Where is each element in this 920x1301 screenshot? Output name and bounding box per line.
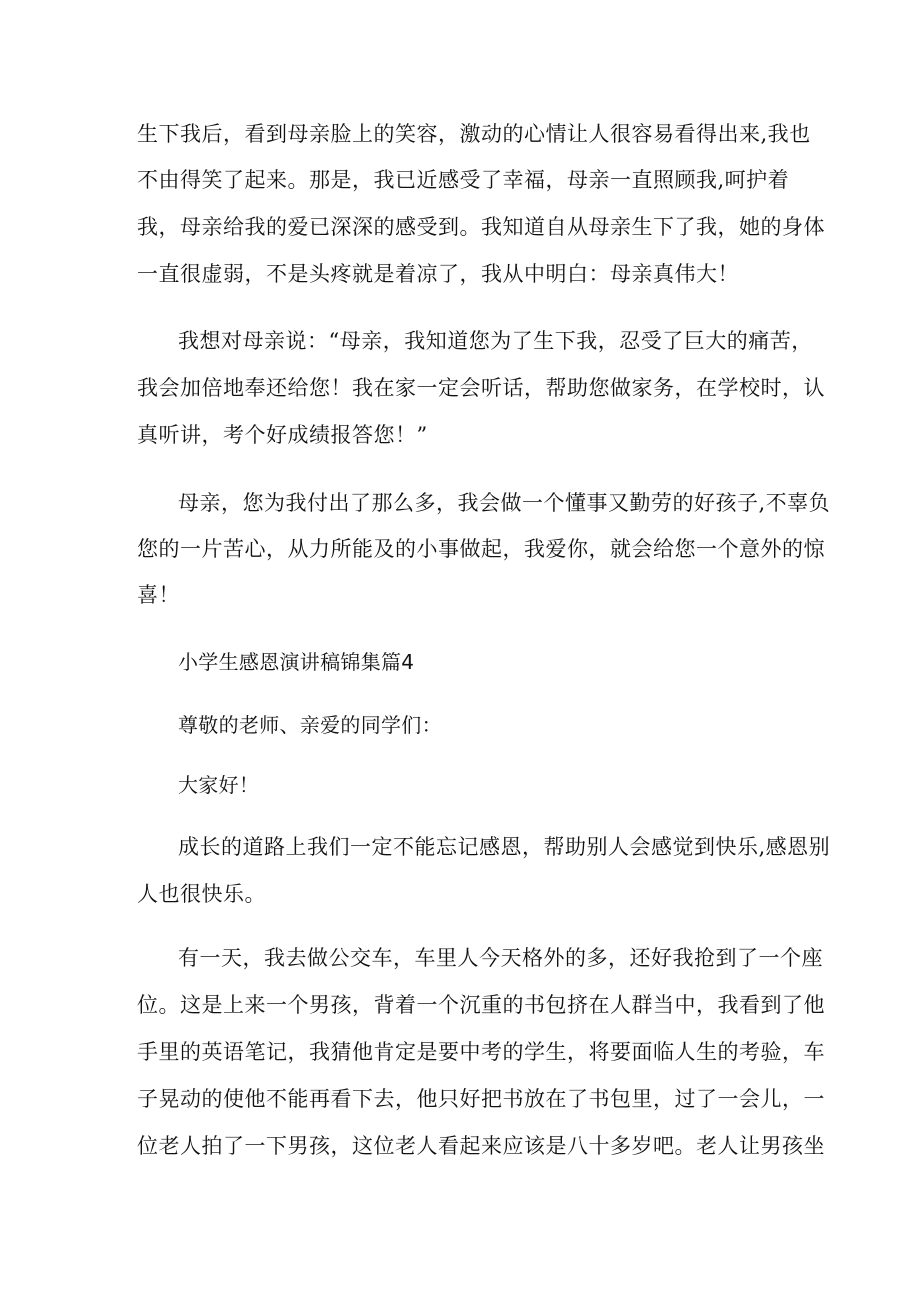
text-line: 母亲，您为我付出了那么多，我会做一个懂事又勤劳的好孩子,不辜负: [178, 491, 831, 515]
text-line: 我想对母亲说：“母亲，我知道您为了生下我，忍受了巨大的痛苦，: [178, 329, 813, 353]
text-line: 我，母亲给我的爱已深深的感受到。我知道自从母亲生下了我，她的身体: [137, 215, 825, 239]
salutation: 尊敬的老师、亲爱的同学们：: [178, 713, 442, 737]
text-line: 真听讲，考个好成绩报答您！”: [137, 423, 428, 447]
text-line: 人也很快乐。: [137, 882, 266, 906]
text-line: 手里的英语笔记，我猜他肯定是要中考的学生，将要面临人生的考验，车: [137, 1040, 825, 1064]
text-line: 生下我后，看到母亲脸上的笑容，激动的心情让人很容易看得出来,我也: [137, 122, 811, 146]
text-line: 不由得笑了起来。那是，我已近感受了幸福，母亲一直照顾我,呵护着: [137, 168, 790, 192]
text-line: 喜！: [137, 583, 180, 607]
text-line: 成长的道路上我们一定不能忘记感恩，帮助别人会感觉到快乐,感恩别: [178, 835, 831, 859]
text-line: 有一天，我去做公交车，车里人今天格外的多，还好我抢到了一个座: [178, 946, 823, 970]
text-line: 位老人拍了一下男孩，这位老人看起来应该是八十多岁吧。老人让男孩坐: [137, 1134, 825, 1158]
text-line: 子晃动的使他不能再看下去，他只好把书放在了书包里，过了一会儿，一: [137, 1087, 825, 1111]
section-heading: 小学生感恩演讲稿锦集篇4: [178, 650, 415, 674]
text-line: 我会加倍地奉还给您！我在家一定会听话，帮助您做家务，在学校时，认: [137, 376, 825, 400]
text-line: 一直很虚弱，不是头疼就是着凉了，我从中明白：母亲真伟大！: [137, 262, 739, 286]
text-line: 位。这是上来一个男孩，背着一个沉重的书包挤在人群当中，我看到了他: [137, 993, 825, 1017]
text-line: 您的一片苦心，从力所能及的小事做起，我爱你，就会给您一个意外的惊: [137, 537, 825, 561]
greeting: 大家好！: [178, 773, 260, 797]
